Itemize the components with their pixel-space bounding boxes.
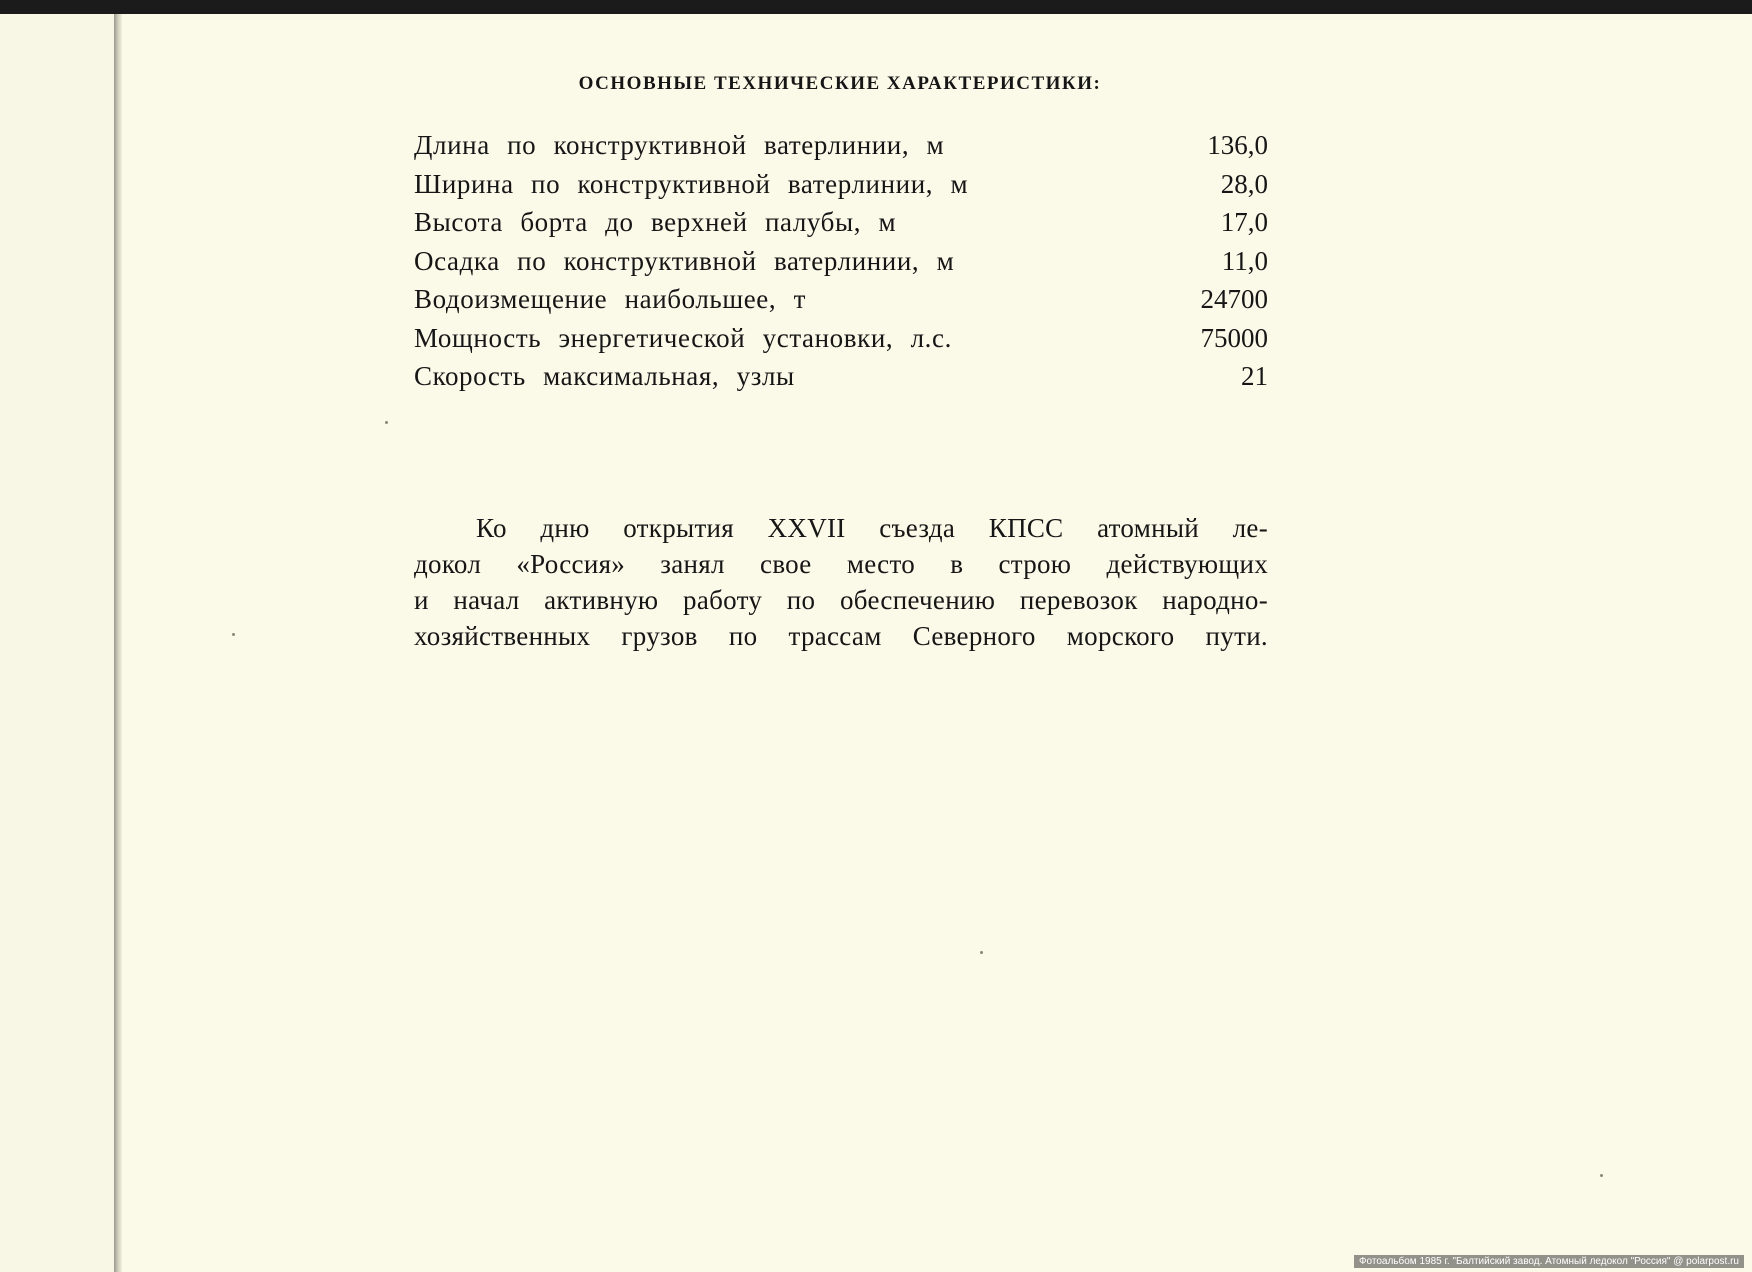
book-gutter	[114, 14, 122, 1272]
spec-name: Мощность энергетической установки, л.с.	[414, 322, 952, 353]
spec-value: 17,0	[1220, 207, 1268, 237]
spec-value: 75000	[1200, 322, 1268, 353]
left-page	[0, 14, 115, 1272]
spec-name: Ширина по конструктивной ватерлинии, м	[414, 168, 969, 199]
spec-row	[414, 242, 1268, 281]
spec-name: Водоизмещение наибольшее, т	[414, 284, 806, 314]
spec-value: 28,0	[1220, 168, 1268, 199]
spec-row	[414, 165, 1268, 204]
spec-name: Длина по конструктивной ватерлинии, м	[414, 130, 945, 160]
spec-row	[414, 357, 1268, 396]
body-paragraph	[414, 510, 1268, 654]
specs-table	[414, 126, 1268, 396]
spec-row	[414, 319, 1268, 358]
paragraph-line: хозяйственных грузов по трассам Северного морского пути.	[414, 621, 1268, 651]
book-top-edge	[0, 0, 1752, 14]
paragraph-line: докол «Россия» занял свое место в строю действующих	[414, 549, 1268, 579]
spec-value: 136,0	[1207, 130, 1268, 160]
paper-speck	[232, 633, 235, 636]
paper-speck	[980, 951, 983, 954]
source-watermark: Фотоальбом 1985 г. "Балтийский завод. Атомный ледокол "Россия" @ polarpost.ru	[1354, 1255, 1744, 1268]
paragraph-line: Ко дню открытия XXVII съезда КПСС атомный ле-	[476, 513, 1268, 543]
specs-heading: ОСНОВНЫЕ ТЕХНИЧЕСКИЕ ХАРАКТЕРИСТИКИ:	[578, 73, 1102, 94]
spec-row	[414, 203, 1268, 242]
spec-value: 11,0	[1221, 245, 1268, 276]
spec-value: 24700	[1200, 284, 1268, 314]
paragraph-line: и начал активную работу по обеспечению перевозок народно-	[414, 585, 1268, 615]
paper-speck	[1600, 1174, 1603, 1177]
paper-speck	[385, 421, 388, 424]
spec-row	[414, 280, 1268, 319]
spec-value: 21	[1241, 361, 1268, 391]
spec-name: Осадка по конструктивной ватерлинии, м	[414, 245, 955, 276]
spec-name: Скорость максимальная, узлы	[414, 361, 795, 391]
spec-name: Высота борта до верхней палубы, м	[414, 207, 897, 237]
spec-row	[414, 126, 1268, 165]
